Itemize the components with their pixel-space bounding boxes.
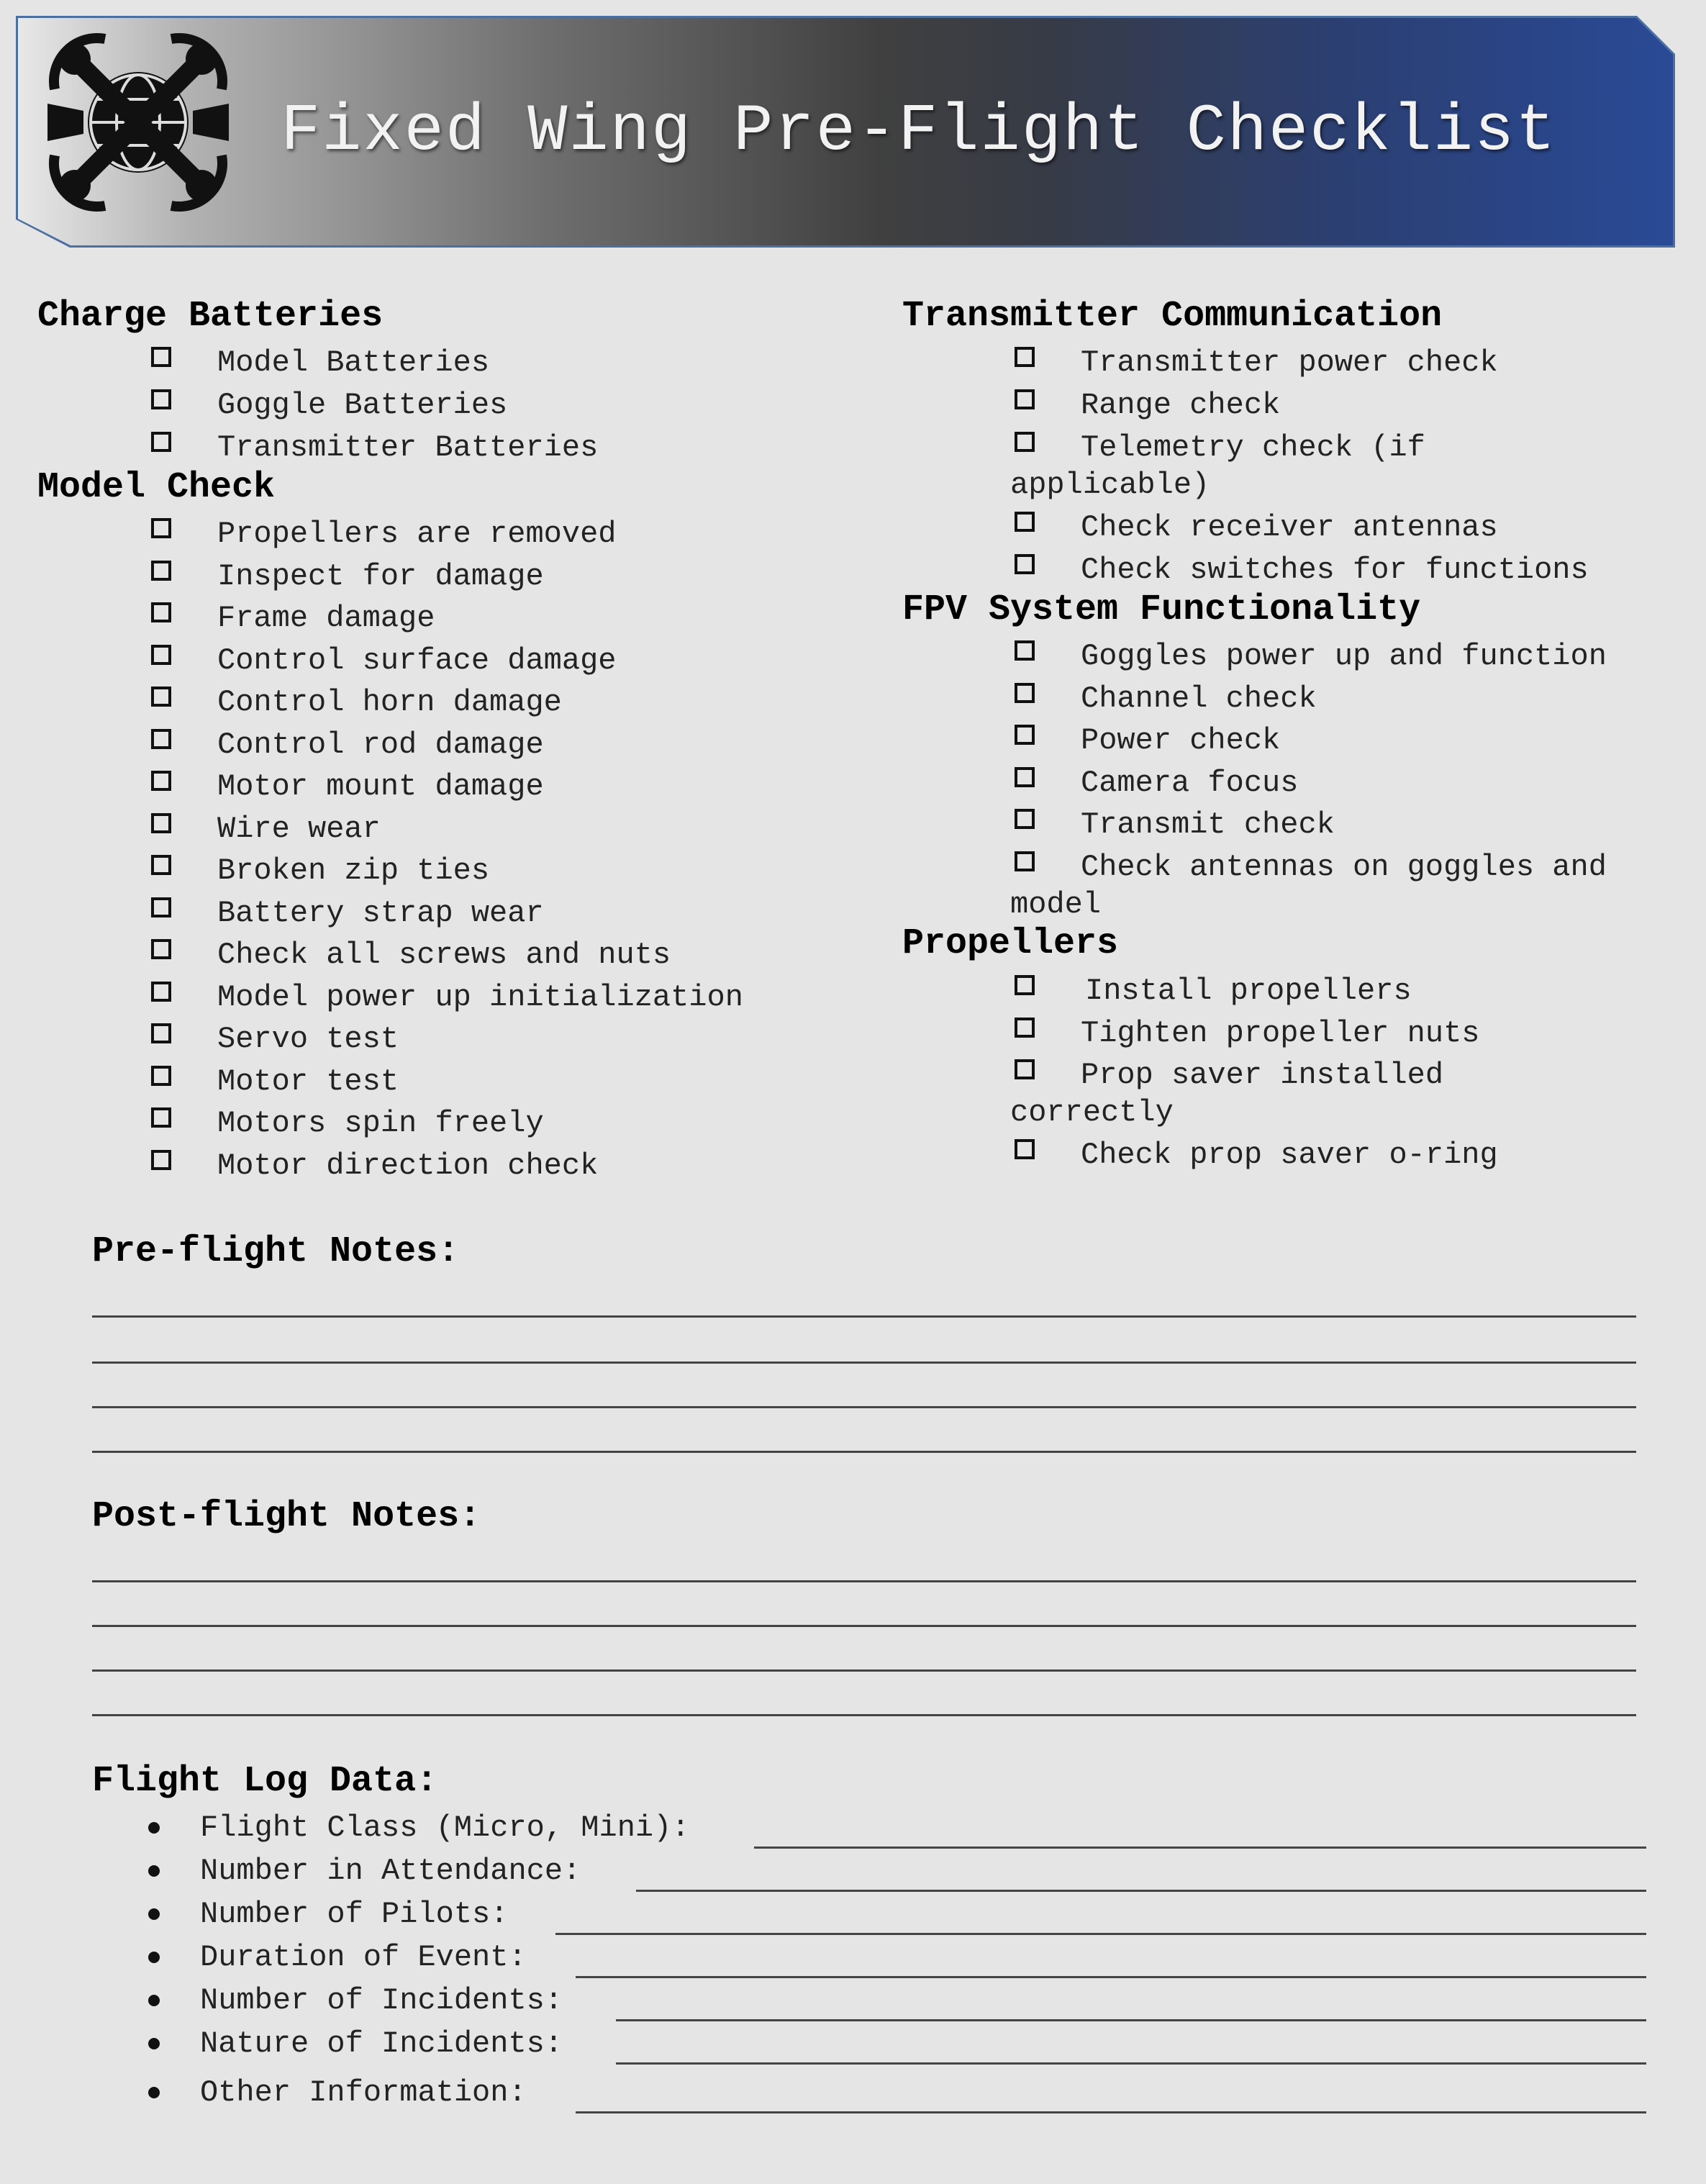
- section-title-model-check: Model Check: [37, 467, 276, 508]
- duration-input-line[interactable]: [576, 1976, 1646, 1978]
- flight-log-field-label: Duration of Event:: [200, 1940, 527, 1975]
- checkbox-frame-damage[interactable]: [151, 602, 171, 622]
- checklist-item: Goggles power up and function: [1081, 639, 1607, 674]
- bullet-icon: [148, 1952, 160, 1963]
- checklist-item: Inspect for damage: [217, 559, 544, 594]
- checklist-item: Motors spin freely: [217, 1106, 544, 1141]
- checkbox-servo-test[interactable]: [151, 1023, 171, 1043]
- checkbox-transmit-check[interactable]: [1015, 809, 1035, 829]
- checklist-item: Motor test: [217, 1064, 399, 1099]
- checklist-item-continuation: correctly: [1010, 1095, 1174, 1130]
- bullet-icon: [148, 1822, 160, 1834]
- checklist-item: Install propellers: [1085, 974, 1412, 1008]
- checkbox-control-rod-damage[interactable]: [151, 729, 171, 749]
- flight-log-field-label: Number of Incidents:: [200, 1983, 563, 2018]
- preflight-notes-label: Pre-flight Notes:: [92, 1231, 460, 1272]
- checklist-item: Camera focus: [1081, 766, 1299, 800]
- flight-log-field-label: Number in Attendance:: [200, 1854, 581, 1888]
- checkbox-install-propellers[interactable]: [1015, 975, 1035, 995]
- bullet-icon: [148, 1865, 160, 1877]
- postflight-note-line[interactable]: [92, 1669, 1636, 1672]
- checkbox-receiver-antennas[interactable]: [1015, 512, 1035, 532]
- checklist-item: Transmitter Batteries: [217, 430, 599, 465]
- checklist-item: Motor direction check: [217, 1148, 599, 1183]
- checklist-item-continuation: model: [1010, 887, 1102, 922]
- checklist-item: Check antennas on goggles and: [1081, 850, 1607, 884]
- checklist-item: Check prop saver o-ring: [1081, 1138, 1498, 1172]
- checklist-item: Model Batteries: [217, 345, 490, 380]
- page-title: Fixed Wing Pre-Flight Checklist: [281, 94, 1557, 169]
- checkbox-range-check[interactable]: [1015, 389, 1035, 409]
- checklist-item: Control surface damage: [217, 643, 617, 678]
- checkbox-motor-mount-damage[interactable]: [151, 771, 171, 791]
- preflight-note-line[interactable]: [92, 1315, 1636, 1318]
- checkbox-battery-strap-wear[interactable]: [151, 897, 171, 917]
- bullet-icon: [148, 1995, 160, 2006]
- checklist-item: Propellers are removed: [217, 517, 617, 551]
- checkbox-tighten-nuts[interactable]: [1015, 1018, 1035, 1038]
- checkbox-channel-check[interactable]: [1015, 683, 1035, 703]
- flight-log-field-label: Nature of Incidents:: [200, 2026, 563, 2061]
- checkbox-wire-wear[interactable]: [151, 813, 171, 833]
- checklist-item: Servo test: [217, 1022, 399, 1056]
- checkbox-power-up-init[interactable]: [151, 982, 171, 1002]
- checklist-item: Telemetry check (if: [1081, 430, 1425, 465]
- flight-log-field-label: Flight Class (Micro, Mini):: [200, 1811, 690, 1845]
- postflight-note-line[interactable]: [92, 1625, 1636, 1627]
- attendance-input-line[interactable]: [636, 1890, 1646, 1892]
- flight-log-field-label: Other Information:: [200, 2075, 527, 2110]
- checklist-item: Transmit check: [1081, 807, 1335, 842]
- checkbox-control-horn-damage[interactable]: [151, 687, 171, 707]
- preflight-note-line[interactable]: [92, 1361, 1636, 1364]
- checkbox-motor-test[interactable]: [151, 1066, 171, 1086]
- flight-log-title: Flight Log Data:: [92, 1761, 438, 1802]
- checklist-item: Tighten propeller nuts: [1081, 1016, 1480, 1051]
- section-title-fpv-system: FPV System Functionality: [902, 589, 1421, 630]
- checklist-item: Check all screws and nuts: [217, 938, 671, 972]
- checklist-item: Power check: [1081, 723, 1281, 758]
- checkbox-control-surface-damage[interactable]: [151, 645, 171, 665]
- bullet-icon: [148, 2038, 160, 2049]
- checkbox-inspect-damage[interactable]: [151, 561, 171, 581]
- checkbox-power-check[interactable]: [1015, 725, 1035, 745]
- checklist-item: Wire wear: [217, 812, 381, 846]
- checkbox-transmitter-power[interactable]: [1015, 347, 1035, 367]
- checklist-item: Check switches for functions: [1081, 553, 1589, 587]
- bullet-icon: [148, 1908, 160, 1920]
- flight-log-field-label: Number of Pilots:: [200, 1897, 509, 1931]
- checkbox-broken-zip-ties[interactable]: [151, 855, 171, 875]
- preflight-note-line[interactable]: [92, 1451, 1636, 1453]
- quadcopter-globe-logo-icon: [40, 24, 236, 220]
- preflight-note-line[interactable]: [92, 1406, 1636, 1408]
- checklist-item: Control rod damage: [217, 728, 544, 762]
- checklist-item: Frame damage: [217, 601, 435, 635]
- postflight-note-line[interactable]: [92, 1714, 1636, 1716]
- checklist-item: Transmitter power check: [1081, 345, 1498, 380]
- checklist-item: Range check: [1081, 388, 1281, 422]
- incidents-nature-input-line[interactable]: [616, 2062, 1646, 2065]
- section-title-propellers: Propellers: [902, 923, 1119, 964]
- checkbox-telemetry-check[interactable]: [1015, 432, 1035, 452]
- checklist-item: Model power up initialization: [217, 980, 743, 1015]
- checkbox-transmitter-batteries[interactable]: [151, 432, 171, 452]
- checkbox-screws-nuts[interactable]: [151, 939, 171, 959]
- checklist-item: Control horn damage: [217, 685, 562, 720]
- checkbox-prop-saver-installed[interactable]: [1015, 1059, 1035, 1079]
- checkbox-goggle-batteries[interactable]: [151, 389, 171, 409]
- checklist-item: Goggle Batteries: [217, 388, 508, 422]
- checklist-item: Motor mount damage: [217, 769, 544, 804]
- checklist-item: Broken zip ties: [217, 853, 490, 888]
- checkbox-motors-spin[interactable]: [151, 1107, 171, 1128]
- checkbox-prop-saver-oring[interactable]: [1015, 1139, 1035, 1159]
- incidents-count-input-line[interactable]: [616, 2019, 1646, 2021]
- checkbox-goggles-power[interactable]: [1015, 640, 1035, 661]
- checklist-item: Prop saver installed: [1081, 1058, 1444, 1092]
- section-title-charge-batteries: Charge Batteries: [37, 296, 384, 337]
- checklist-item: Check receiver antennas: [1081, 510, 1498, 545]
- pilots-input-line[interactable]: [555, 1933, 1646, 1935]
- flight-class-input-line[interactable]: [754, 1847, 1646, 1849]
- checklist-item: Battery strap wear: [217, 896, 544, 930]
- checkbox-switches[interactable]: [1015, 554, 1035, 574]
- checkbox-motor-direction[interactable]: [151, 1150, 171, 1170]
- checkbox-camera-focus[interactable]: [1015, 767, 1035, 787]
- bullet-icon: [148, 2087, 160, 2098]
- section-title-transmitter-communication: Transmitter Communication: [902, 296, 1443, 337]
- other-info-input-line[interactable]: [576, 2111, 1646, 2113]
- checklist-item: Channel check: [1081, 681, 1317, 716]
- checkbox-model-batteries[interactable]: [151, 347, 171, 367]
- postflight-notes-label: Post-flight Notes:: [92, 1496, 481, 1537]
- checkbox-propellers-removed[interactable]: [151, 518, 171, 538]
- checklist-item-continuation: applicable): [1010, 468, 1210, 502]
- postflight-note-line[interactable]: [92, 1580, 1636, 1582]
- checkbox-antennas-goggles-model[interactable]: [1015, 851, 1035, 871]
